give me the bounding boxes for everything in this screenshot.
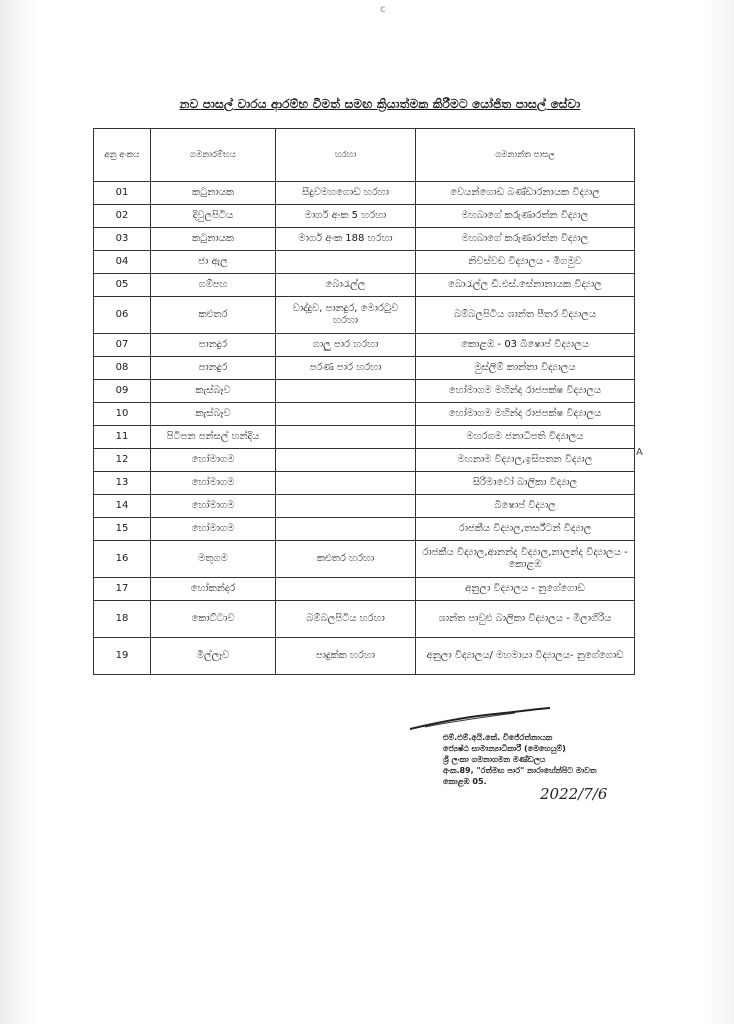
cell-destination: වෙයන්ගොඩ බණ්ඩාරනායක විද්‍යාල	[416, 182, 635, 205]
signer-organization: ශ්‍රී ලංකා ගමනාගමන මණ්ඩලය	[443, 755, 546, 764]
cell-destination: රාජකීය විද්‍යාල,තර්ස්ටන් විද්‍යාල	[416, 518, 635, 541]
cell-destination: අනුලා විද්‍යාලය - නුගේගොඩ	[416, 578, 635, 601]
signer-address: අංක.89, "රත්මඟ පාර" නාරාහේන්පිට මාවත	[443, 766, 597, 775]
table-row	[94, 541, 635, 578]
cell-destination: රාජකීය විද්‍යාල,ආනන්ද විද්‍යාල,නාලන්ද විද්‍යාලය - කොළඹ	[416, 541, 635, 578]
table-row	[94, 403, 635, 426]
cell-destination: අනුලා විද්‍යාලය/ මහමායා විද්‍යාලය- නුගේගොඩ	[416, 638, 635, 675]
col-header-via: හරහා	[276, 129, 416, 182]
cell-via: පාදුක්ක හරහා	[276, 638, 416, 675]
cell-destination: මුස්ලිම් කාන්තා විද්‍යාලය	[416, 357, 635, 380]
cell-number: 09	[94, 380, 151, 403]
signature-block	[443, 732, 643, 787]
col-header-number: අනු අංකය	[94, 129, 151, 182]
signer-city: කොළඹ 05.	[443, 777, 487, 786]
table-row	[94, 518, 635, 541]
cell-via: සීදුවමහගොඩ හරහා	[276, 182, 416, 205]
cell-origin: කටුනායක	[151, 228, 276, 251]
signer-name: එම්.එම්.අයි.කේ. විජේරත්නායක	[443, 733, 553, 742]
cell-origin: ගම්පහ	[151, 274, 276, 297]
cell-destination: බොරැල්ල ඩී.එස්.සේනානායක විද්‍යාල	[416, 274, 635, 297]
cell-destination: බිෂොප් විද්‍යාල	[416, 495, 635, 518]
table-row	[94, 449, 635, 472]
table-row	[94, 638, 635, 675]
cell-number: 06	[94, 297, 151, 334]
cell-number: 10	[94, 403, 151, 426]
cell-number: 07	[94, 334, 151, 357]
cell-destination: ශාන්ත පාවුළු බාලිකා විද්‍යාලය - මිලාගිරිය	[416, 601, 635, 638]
table-row	[94, 357, 635, 380]
pen-mark: c	[380, 4, 386, 15]
cell-origin: පානදුර	[151, 357, 276, 380]
cell-origin: දිවුලපිටිය	[151, 205, 276, 228]
cell-via: බොරැල්ල	[276, 274, 416, 297]
cell-via	[276, 449, 416, 472]
cell-number: 01	[94, 182, 151, 205]
cell-origin: හෝකන්දර	[151, 578, 276, 601]
cell-via	[276, 426, 416, 449]
cell-number: 17	[94, 578, 151, 601]
cell-number: 11	[94, 426, 151, 449]
handwritten-date: 2022/7/6	[540, 785, 608, 803]
cell-via	[276, 380, 416, 403]
cell-origin: හෝමාගම	[151, 518, 276, 541]
cell-via	[276, 251, 416, 274]
cell-via: ගාලු පාර හරහා	[276, 334, 416, 357]
signer-title: ජ්‍යෙෂ්ඨ සාමාන්‍යාධිකාරී (මෙහෙයුම්)	[443, 744, 566, 753]
cell-number: 14	[94, 495, 151, 518]
cell-via: මාර්ග අංක 188 හරහා	[276, 228, 416, 251]
cell-origin: කොට්ටාව	[151, 601, 276, 638]
cell-via	[276, 578, 416, 601]
cell-via: බම්බලපිටිය හරහා	[276, 601, 416, 638]
cell-via: කළුතර හරහා	[276, 541, 416, 578]
table-row	[94, 297, 635, 334]
cell-destination: හෝමාගම මහින්ද රාජපක්ෂ විද්‍යාලය	[416, 403, 635, 426]
cell-origin: ජා ඇල	[151, 251, 276, 274]
col-header-destination: ගමනාන්ත පාසල	[416, 129, 635, 182]
table-row	[94, 228, 635, 251]
table-row	[94, 274, 635, 297]
cell-number: 03	[94, 228, 151, 251]
cell-origin: කැස්බෑව	[151, 403, 276, 426]
cell-destination: නිවස්වඩ විද්‍යාලය - මිගමුව	[416, 251, 635, 274]
cell-number: 16	[94, 541, 151, 578]
margin-pen-mark: A	[636, 447, 643, 458]
document-title: නව පාසල් වාරය ආරම්භ වීමත් සමඟ ක්‍රියාත්මක කිරීමට යෝජිත පාසල් සේවා	[179, 97, 581, 111]
cell-via	[276, 518, 416, 541]
cell-origin: හෝමාගම	[151, 495, 276, 518]
cell-origin: කළුතර	[151, 297, 276, 334]
cell-destination: මහරගම ජනාධිපති විද්‍යාලය	[416, 426, 635, 449]
cell-origin: මතුගම	[151, 541, 276, 578]
cell-destination: මහබාගේ කරුණාරත්න විද්‍යාල	[416, 205, 635, 228]
cell-number: 02	[94, 205, 151, 228]
table-row	[94, 251, 635, 274]
cell-origin: හෝමාගම	[151, 472, 276, 495]
cell-number: 19	[94, 638, 151, 675]
cell-number: 18	[94, 601, 151, 638]
table-row	[94, 578, 635, 601]
cell-via	[276, 495, 416, 518]
cell-destination: සිරිමාවෝ බාලිකා විද්‍යාල	[416, 472, 635, 495]
col-header-origin: ගමනාරම්භය	[151, 129, 276, 182]
cell-via	[276, 472, 416, 495]
cell-origin: හෝමාගම	[151, 449, 276, 472]
cell-number: 13	[94, 472, 151, 495]
cell-origin: කටුනායක	[151, 182, 276, 205]
cell-destination: මහනාම විද්‍යාල,ඉසිපතන විද්‍යාල	[416, 449, 635, 472]
table-row	[94, 426, 635, 449]
table-header-row	[94, 129, 635, 182]
cell-origin: කැස්බෑව	[151, 380, 276, 403]
cell-origin: පානදුර	[151, 334, 276, 357]
table-row	[94, 334, 635, 357]
cell-via	[276, 403, 416, 426]
signature-scribble	[405, 705, 555, 735]
cell-origin: මිල්ලෑව	[151, 638, 276, 675]
table-row	[94, 495, 635, 518]
cell-number: 04	[94, 251, 151, 274]
table-row	[94, 205, 635, 228]
cell-via: පරණ පාර හරහා	[276, 357, 416, 380]
cell-number: 15	[94, 518, 151, 541]
table-body	[94, 182, 635, 675]
cell-destination: හෝමාගම මහින්ද රාජපක්ෂ විද්‍යාලය	[416, 380, 635, 403]
cell-origin: පිටිපන පන්සල් හන්දිය	[151, 426, 276, 449]
cell-number: 08	[94, 357, 151, 380]
cell-via: වාද්දුව, පානදුර, මොරටුව හරහා	[276, 297, 416, 334]
table-row	[94, 380, 635, 403]
table-row	[94, 472, 635, 495]
cell-destination: කොළඹ - 03 බිෂොප් විද්‍යාලය	[416, 334, 635, 357]
cell-number: 05	[94, 274, 151, 297]
cell-number: 12	[94, 449, 151, 472]
school-service-table	[93, 128, 635, 675]
table-row	[94, 601, 635, 638]
cell-destination: බම්බලපිටිය ශාන්ත පීතර විද්‍යාලය	[416, 297, 635, 334]
cell-destination: මහබාගේ කරුණාරත්න විද්‍යාල	[416, 228, 635, 251]
cell-via: මාර්ග අංක 5 හරහා	[276, 205, 416, 228]
table-row	[94, 182, 635, 205]
